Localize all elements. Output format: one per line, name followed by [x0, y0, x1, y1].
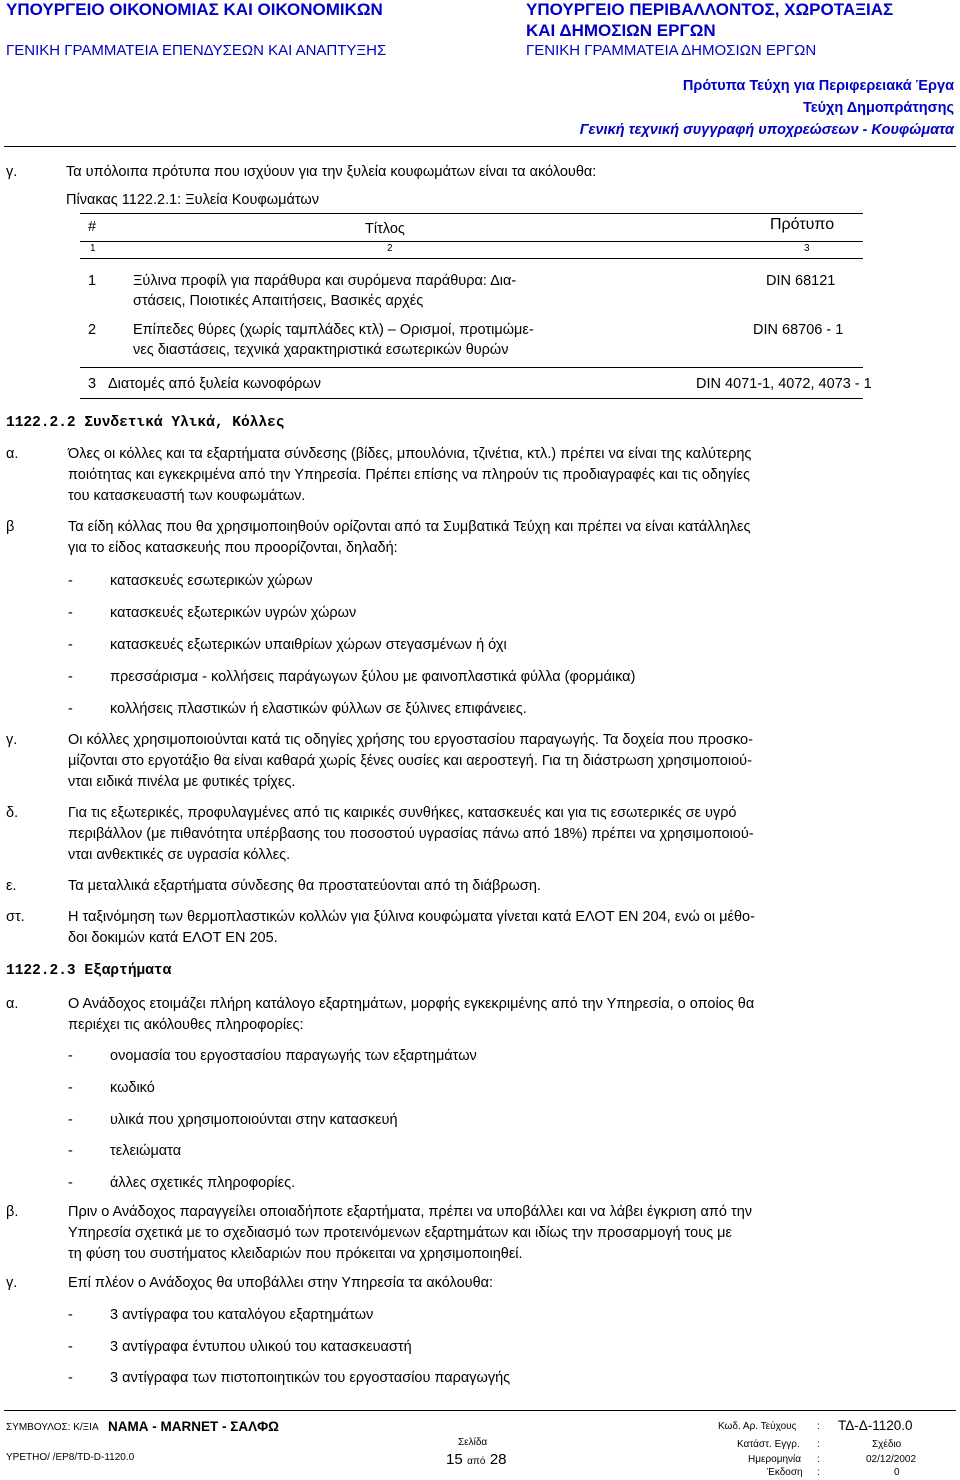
footer-colon: : [817, 1467, 820, 1478]
adhesives-item-f-marker: στ. [6, 909, 25, 925]
table-header-standard: Πρότυπο [770, 216, 835, 233]
table-row-rule [80, 367, 863, 368]
list-item-dash: - [68, 1370, 73, 1386]
adhesives-item-a-line-1: Όλες οι κόλλες και τα εξαρτήματα σύνδεσης (βίδες, μπουλόνια, τζινέτια, κτλ.) πρέπει να είναι της καλύτερης [68, 446, 752, 462]
fittings-item-b-line-2: Υπηρεσία σχετικά με το σχεδιασμό των προτεινόμενων εξαρτημάτων και ιδίως την προσαρμογή τους με [68, 1225, 732, 1241]
table-row-1-title-line-2: στάσεις, Ποιοτικές Απαιτήσεις, Βασικές αρχές [133, 293, 424, 309]
table-row-3-num: 3 [88, 376, 97, 392]
doc-subject-title: Γενική τεχνική συγγραφή υποχρεώσεων - Κουφώματα [579, 122, 954, 138]
list-item-dash: - [68, 1143, 73, 1159]
footer-page-total: 28 [489, 1451, 507, 1468]
list-item-dash: - [68, 701, 73, 717]
adhesives-item-d-line-3: νται ανθεκτικές σε υγρασία κόλλες. [68, 847, 291, 863]
doc-series-title: Πρότυπα Τεύχη για Περιφερειακά Έργα [682, 78, 954, 94]
fittings-item-a-marker: α. [6, 996, 19, 1012]
fittings-item-b-line-3: τη φύση του συστήματος κλειδαριών που πρόκειται να χρησιμοποιηθεί. [68, 1246, 523, 1262]
footer-consultant-label: ΣΥΜΒΟΥΛΟΣ: Κ/ΞΙΑ [6, 1422, 99, 1433]
left-secretariat: ΓΕΝΙΚΗ ΓΡΑΜΜΑΤΕΙΑ ΕΠΕΝΔΥΣΕΩΝ ΚΑΙ ΑΝΑΠΤΥΞΗΣ [6, 42, 387, 59]
table-row-2-title-line-1: Επίπεδες θύρες (χωρίς ταμπλάδες κτλ) – Ορισμοί, προτιμώμε- [133, 322, 534, 338]
adhesives-item-b-line-2: για το είδος κατασκευής που προορίζονται, δηλαδή: [68, 540, 398, 556]
footer-consultant-name: ΝΑΜΑ - MARNET - ΣΑΛΦΩ [108, 1419, 279, 1434]
footer-status-label: Κατάστ. Εγγρ. [737, 1439, 800, 1450]
adhesives-item-c-marker: γ. [6, 732, 18, 748]
table-header-rule [80, 241, 863, 242]
adhesives-item-c-line-3: νται ειδικά πινέλα με φυτικές τρίχες. [68, 774, 296, 790]
footer-colon: : [817, 1421, 820, 1432]
table-header-title: Τίτλος [365, 221, 405, 237]
list-item-dash: - [68, 637, 73, 653]
table-row-3-title: Διατομές από ξυλεία κωνοφόρων [108, 376, 321, 392]
list-item-dash: - [68, 1112, 73, 1128]
table-top-rule [80, 213, 863, 214]
list-item-dash: - [68, 1175, 73, 1191]
list-item-dash: - [68, 605, 73, 621]
adhesive-use-4: πρεσσάρισμα - κολλήσεις παράγωγων ξύλου με φαινοπλαστικά φύλλα (φορμάικα) [110, 669, 636, 685]
adhesive-use-2: κατασκευές εξωτερικών υγρών χώρων [110, 605, 357, 621]
table-colnum-rule [80, 258, 863, 259]
list-item-dash: - [68, 573, 73, 589]
list-item-dash: - [68, 669, 73, 685]
adhesives-item-f-line-2: δοι δοκιμών κατά ΕΛΟΤ ΕΝ 205. [68, 930, 278, 946]
list-item-dash: - [68, 1080, 73, 1096]
footer-file-code: ΥΡΕΤΗΟ/ /ΕΡ8/TD-D-1120.0 [6, 1452, 135, 1463]
footer-date-label: Ημερομηνία [748, 1454, 802, 1465]
adhesives-item-a-line-3: του κατασκευαστή των κουφωμάτων. [68, 488, 306, 504]
footer-code-label: Κωδ. Αρ. Τεύχους [718, 1421, 797, 1432]
table-caption: Πίνακας 1122.2.1: Ξυλεία Κουφωμάτων [66, 192, 319, 208]
table-colnum-3: 3 [804, 243, 810, 254]
submit-item-2: 3 αντίγραφα έντυπου υλικού του κατασκευαστή [110, 1339, 412, 1355]
footer-edition-value: 0 [894, 1467, 900, 1478]
fittings-item-c-marker: γ. [6, 1275, 18, 1291]
table-row-1-standard: DIN 68121 [766, 273, 836, 289]
footer-page-counter [446, 1451, 507, 1469]
adhesives-item-c-line-2: μίζονται στο εργοτάξιο θα είναι καθαρά χωρίς ξένες ουσίες και αεροστεγή. Για τη διάστρωση χρησιμοποιού- [68, 753, 752, 769]
footer-page-of: από [467, 1456, 486, 1467]
submit-item-3: 3 αντίγραφα των πιστοποιητικών του εργοστασίου παραγωγής [110, 1370, 511, 1386]
left-ministry: ΥΠΟΥΡΓΕΙΟ ΟΙΚΟΝΟΜΙΑΣ ΚΑΙ ΟΙΚΟΝΟΜΙΚΩΝ [6, 0, 383, 19]
list-item-dash: - [68, 1048, 73, 1064]
table-row-3-standard: DIN 4071-1, 4072, 4073 - 1 [696, 376, 872, 392]
footer-page-number: 15 [446, 1451, 463, 1468]
fitting-info-2: κωδικό [110, 1080, 155, 1096]
table-row-2-title-line-2: νες διαστάσεις, τεχνικά χαρακτηριστικά εσωτερικών θυρών [133, 342, 509, 358]
footer-code-value: ΤΔ-Δ-1120.0 [838, 1418, 913, 1433]
intro-text: Τα υπόλοιπα πρότυπα που ισχύουν για την ξυλεία κουφωμάτων είναι τα ακόλουθα: [66, 164, 597, 180]
adhesives-item-d-line-2: περιβάλλον (με πιθανότητα υπέρβασης του ποσοστού υγρασίας πάνω από 18%) πρέπει να χρησιμοποιού- [68, 826, 754, 842]
footer-rule [4, 1410, 956, 1411]
intro-marker: γ. [6, 164, 18, 180]
fittings-item-a-line-2: περιέχει τις ακόλουθες πληροφορίες: [68, 1017, 304, 1033]
table-row-2-num: 2 [88, 322, 97, 338]
fittings-item-b-marker: β. [6, 1204, 19, 1220]
section-fittings-heading: 1122.2.3 Εξαρτήματα [6, 963, 172, 979]
fittings-item-a-line-1: Ο Ανάδοχος ετοιμάζει πλήρη κατάλογο εξαρτημάτων, μορφής εγκεκριμένης από την Υπηρεσία, ο οποίος θα [68, 996, 755, 1012]
list-item-dash: - [68, 1307, 73, 1323]
footer-page-label: Σελίδα [458, 1437, 488, 1448]
section-adhesives-heading: 1122.2.2 Συνδετικά Υλικά, Κόλλες [6, 415, 285, 431]
adhesives-item-e-line-1: Τα μεταλλικά εξαρτήματα σύνδεσης θα προστατεύονται από τη διάβρωση. [68, 878, 541, 894]
adhesives-item-c-line-1: Οι κόλλες χρησιμοποιούνται κατά τις οδηγίες χρήσης του εργοστασίου παραγωγής. Τα δοχεία που προσκο- [68, 732, 753, 748]
right-secretariat: ΓΕΝΙΚΗ ΓΡΑΜΜΑΤΕΙΑ ΔΗΜΟΣΙΩΝ ΕΡΓΩΝ [526, 42, 817, 59]
doc-volume-title: Τεύχη Δημοπράτησης [802, 100, 954, 116]
adhesives-item-b-line-1: Τα είδη κόλλας που θα χρησιμοποιηθούν ορίζονται από τα Συμβατικά Τεύχη και πρέπει να είναι κατάλληλες [68, 519, 751, 535]
fittings-item-c-line-1: Επί πλέον ο Ανάδοχος θα υποβάλλει στην Υπηρεσία τα ακόλουθα: [68, 1275, 494, 1291]
adhesives-item-e-marker: ε. [6, 878, 17, 894]
adhesives-item-b-marker: β [6, 519, 15, 535]
footer-status-value: Σχέδιο [872, 1439, 902, 1450]
adhesive-use-3: κατασκευές εξωτερικών υπαιθρίων χώρων στεγασμένων ή όχι [110, 637, 507, 653]
right-ministry-line-1: ΥΠΟΥΡΓΕΙΟ ΠΕΡΙΒΑΛΛΟΝΤΟΣ, ΧΩΡΟΤΑΞΙΑΣ [526, 0, 894, 19]
footer-date-value: 02/12/2002 [866, 1454, 917, 1465]
fitting-info-5: άλλες σχετικές πληροφορίες. [110, 1175, 296, 1191]
adhesive-use-5: κολλήσεις πλαστικών ή ελαστικών φύλλων σε ξύλινες επιφάνειες. [110, 701, 527, 717]
table-header-num: # [88, 219, 97, 235]
right-ministry-line-2: ΚΑΙ ΔΗΜΟΣΙΩΝ ΕΡΓΩΝ [526, 21, 716, 40]
fitting-info-1: ονομασία του εργοστασίου παραγωγής των εξαρτημάτων [110, 1048, 477, 1064]
footer-colon: : [817, 1454, 820, 1465]
list-item-dash: - [68, 1339, 73, 1355]
adhesives-item-f-line-1: Η ταξινόμηση των θερμοπλαστικών κολλών για ξύλινα κουφώματα γίνεται κατά ΕΛΟΤ ΕΝ 204, ενώ οι μέθο- [68, 909, 755, 925]
table-bottom-rule [80, 398, 863, 399]
table-colnum-2: 2 [387, 243, 393, 254]
fitting-info-3: υλικά που χρησιμοποιούνται στην κατασκευή [110, 1112, 398, 1128]
adhesives-item-d-marker: δ. [6, 805, 19, 821]
adhesives-item-a-line-2: ποιότητας και εγκεκριμένα από την Υπηρεσία. Πρέπει επίσης να πληρούν τις προδιαγραφές και τις οδηγίες [68, 467, 750, 483]
fitting-info-4: τελειώματα [110, 1143, 182, 1159]
submit-item-1: 3 αντίγραφα του καταλόγου εξαρτημάτων [110, 1307, 374, 1323]
table-row-1-title-line-1: Ξύλινα προφίλ για παράθυρα και συρόμενα παράθυρα: Δια- [133, 273, 517, 289]
footer-colon: : [817, 1439, 820, 1450]
table-colnum-1: 1 [90, 243, 96, 254]
adhesives-item-d-line-1: Για τις εξωτερικές, προφυλαγμένες από τις καιρικές συνθήκες, κατασκευές και για τις εσωτερικές σε υγρό [68, 805, 737, 821]
table-row-1-num: 1 [88, 273, 97, 289]
adhesives-item-a-marker: α. [6, 446, 19, 462]
header-rule [4, 146, 956, 147]
table-row-2-standard: DIN 68706 - 1 [753, 322, 844, 338]
footer-edition-label: Έκδοση [767, 1467, 803, 1478]
adhesive-use-1: κατασκευές εσωτερικών χώρων [110, 573, 313, 589]
fittings-item-b-line-1: Πριν ο Ανάδοχος παραγγείλει οποιαδήποτε εξαρτήματα, πρέπει να υποβάλλει και να λάβει έγκριση από την [68, 1204, 753, 1220]
